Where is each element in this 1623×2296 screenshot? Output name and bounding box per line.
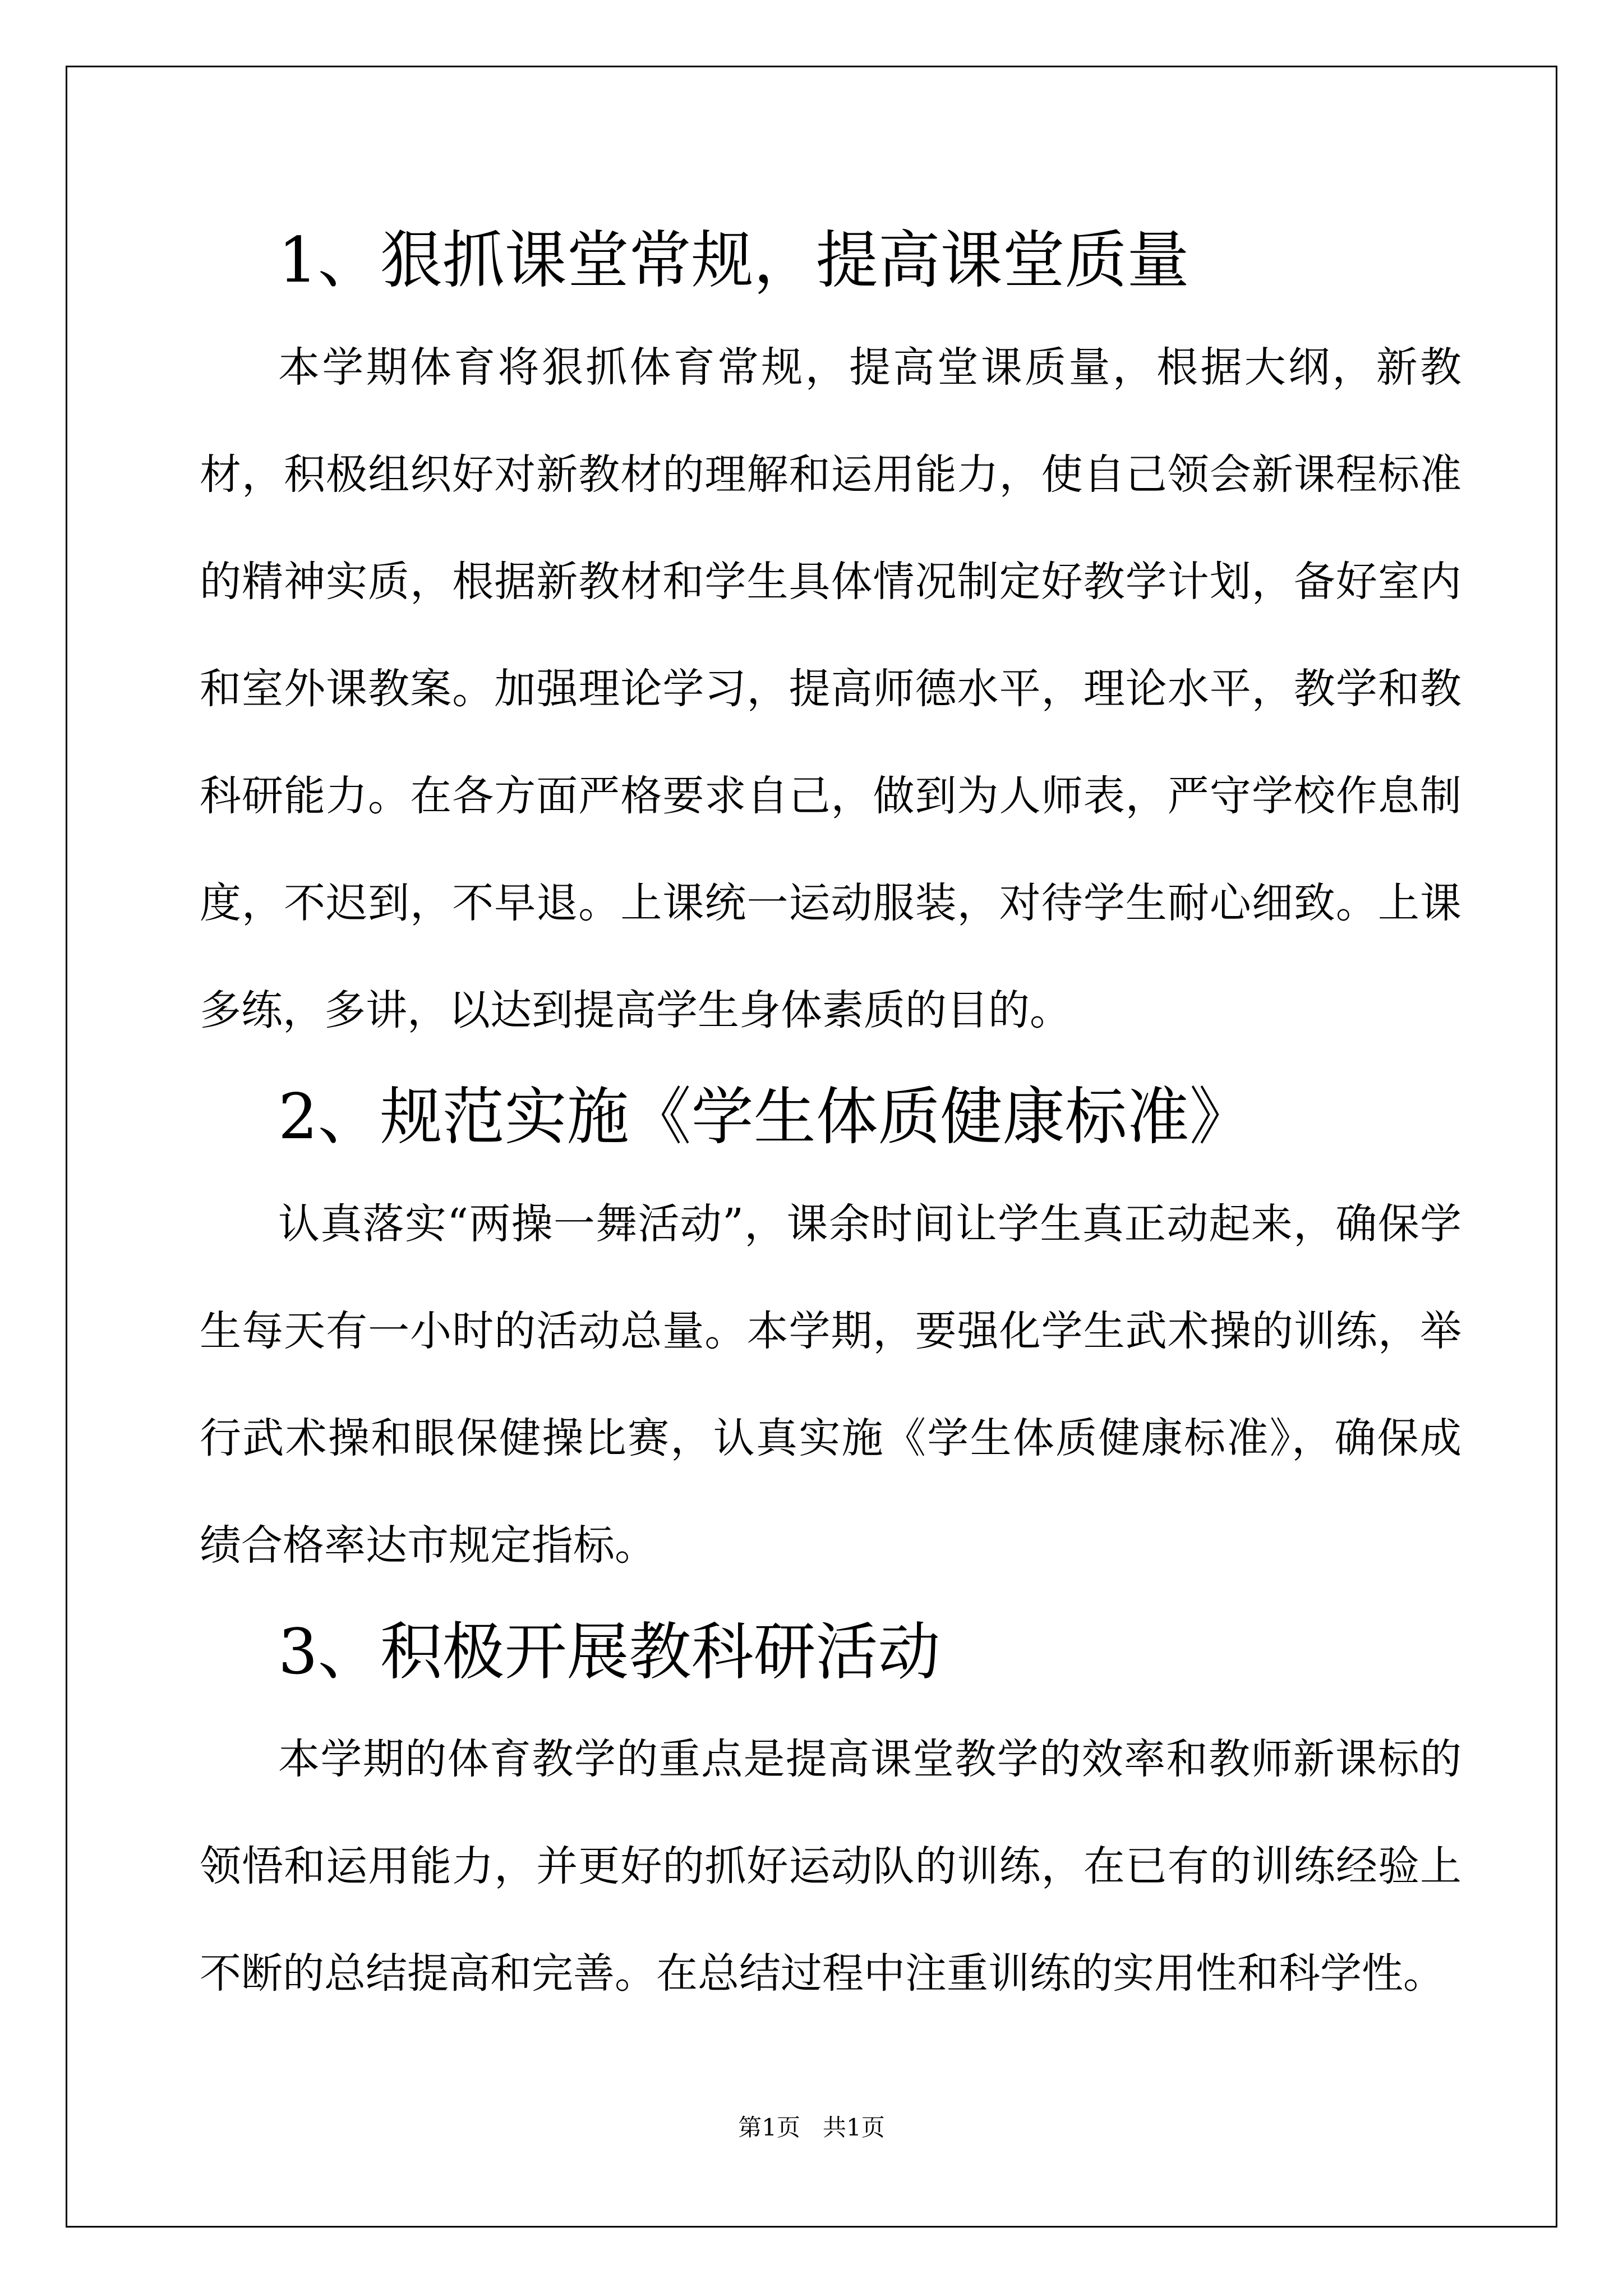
section-heading-3: 3、积极开展教科研活动 xyxy=(278,1616,940,1688)
section-heading-2: 2、规范实施《学生体质健康标准》 xyxy=(278,1081,1252,1153)
section-heading-1: 1、狠抓课堂常规，提高课堂质量 xyxy=(278,224,1189,297)
page-number-footer: 第1页 共1页 xyxy=(738,2114,885,2141)
section-paragraph-2: 认真落实“两操一舞活动”，课余时间让学生真正动起来，确保学生每天有一小时的活动总量。本学期，要强化学生武术操的训练，举行武术操和眼保健操比赛，认真实施《学生体质健康标准》，确保成绩合格率达市规定指标。 xyxy=(200,1200,1461,1570)
section-paragraph-3: 本学期的体育教学的重点是提高课堂教学的效率和教师新课标的领悟和运用能力，并更好的抓好运动队的训练，在已有的训练经验上不断的总结提高和完善。在总结过程中注重训练的实用性和科学性。 xyxy=(200,1735,1461,1998)
document-body xyxy=(200,208,1461,2027)
section-paragraph-1: 本学期体育将狠抓体育常规，提高堂课质量，根据大纲，新教材，积极组织好对新教材的理解和运用能力，使自己领会新课程标准的精神实质，根据新教材和学生具体情况制定好教学计划，备好室内和室外课教案。加强理论学习，提高师德水平，理论水平，教学和教科研能力。在各方面严格要求自己，做到为人师表，严守学校作息制度，不迟到，不早退。上课统一运动服装，对待学生耐心细致。上课多练，多讲，以达到提高学生身体素质的目的。 xyxy=(200,343,1461,1034)
